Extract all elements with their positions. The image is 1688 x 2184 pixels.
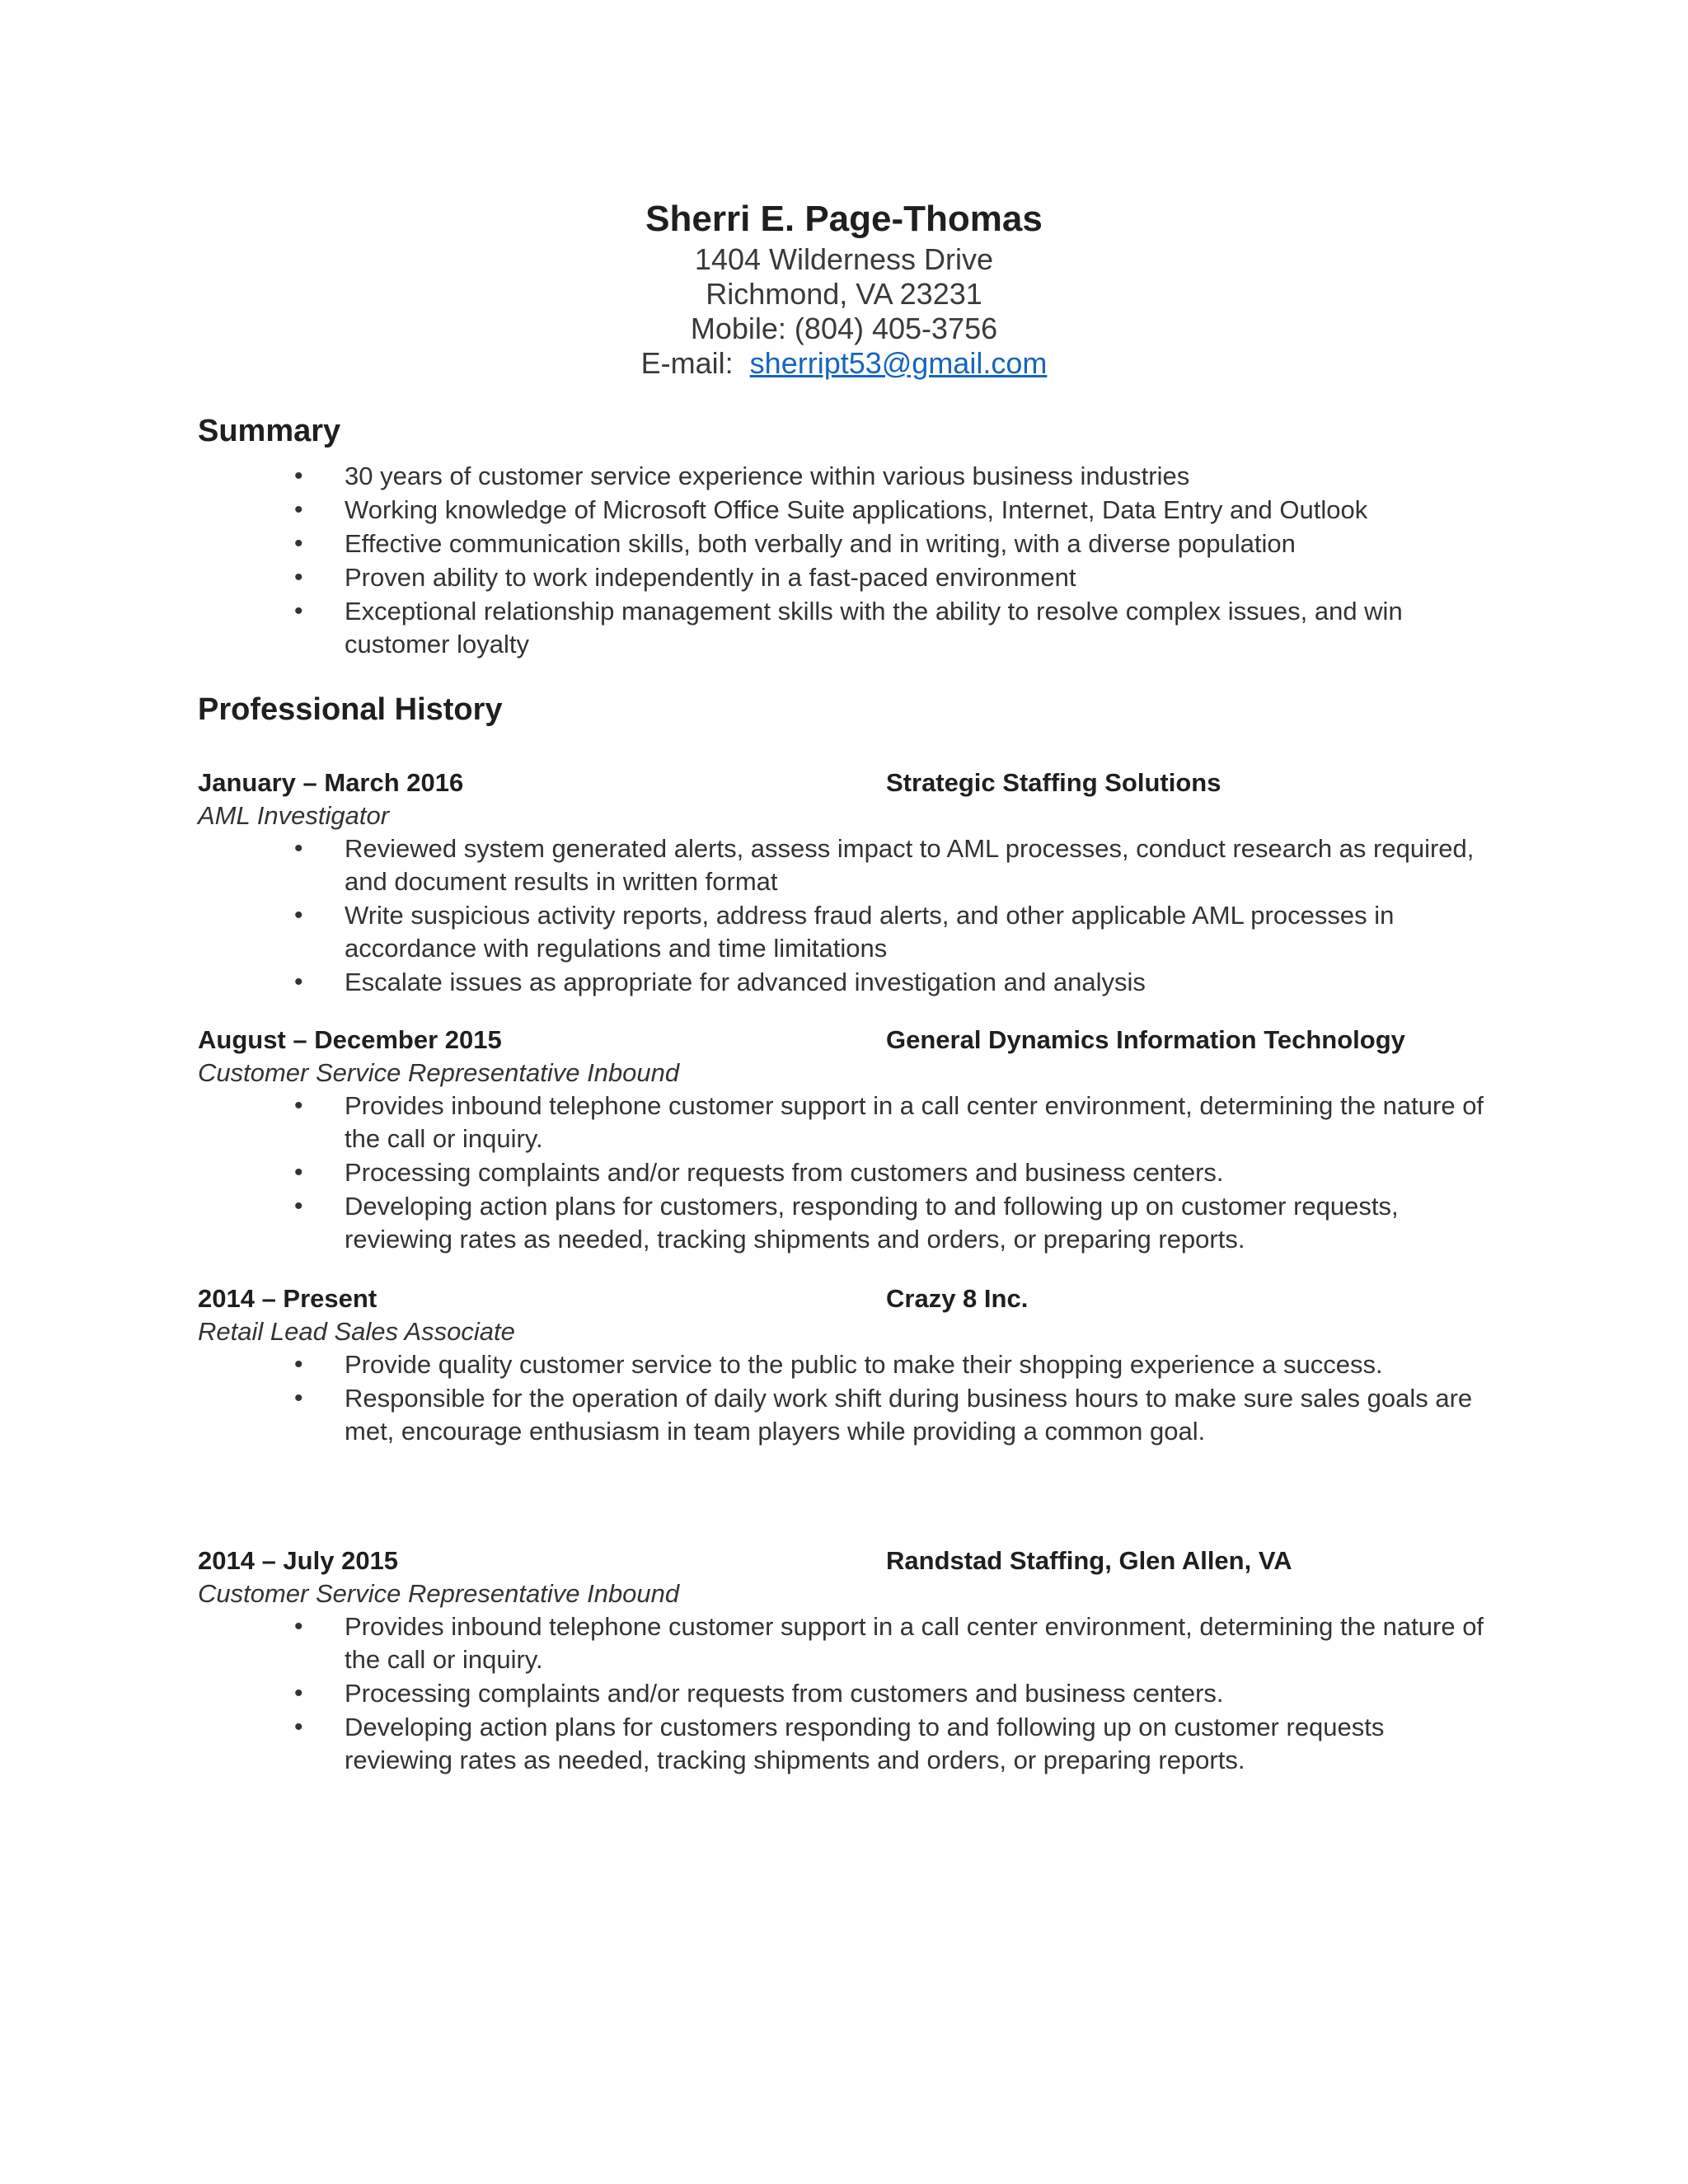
bullet-icon: • (294, 902, 303, 929)
bullet-icon: • (294, 1713, 303, 1741)
history-heading: Professional History (198, 692, 503, 727)
list-item: • Proven ability to work independently in a fast-paced environment (0, 561, 1498, 594)
list-item: • Processing complaints and/or requests from customers and business centers. (0, 1677, 1498, 1710)
bullet-icon: • (294, 564, 303, 591)
job-role: Customer Service Representative Inbound (198, 1058, 680, 1087)
address-line-1: 1404 Wilderness Drive (694, 242, 994, 276)
job-duties (0, 1610, 1498, 1778)
address-line-2: Richmond, VA 23231 (706, 277, 982, 311)
bullet-icon: • (294, 1385, 303, 1412)
bullet-icon: • (294, 968, 303, 996)
list-item: • Effective communication skills, both verbally and in writing, with a diverse population (0, 527, 1498, 560)
list-item: • Write suspicious activity reports, address fraud alerts, and other applicable AML processes in accordance with regulations and time limitations (294, 901, 1395, 963)
job-company: Strategic Staffing Solutions (886, 768, 1221, 797)
job-company: General Dynamics Information Technology (886, 1025, 1405, 1054)
email-line (0, 346, 1688, 381)
job-dates: August – December 2015 (198, 1025, 502, 1054)
job-duties (0, 1090, 1498, 1257)
list-item: • 30 years of customer service experience within various business industries (0, 460, 1498, 493)
job-duties (0, 832, 1498, 1000)
job-dates: 2014 – July 2015 (198, 1546, 399, 1575)
list-item: • Provides inbound telephone customer support in a call center environment, determining the nature of the call or inquiry. (294, 1091, 1484, 1153)
resume-header (0, 196, 1688, 381)
list-item: • Provides inbound telephone customer support in a call center environment, determining the nature of the call or inquiry. (294, 1612, 1484, 1674)
list-item: • Developing action plans for customers, responding to and following up on customer requests, reviewing rates as needed, tracking shipments and orders, or preparing reports. (294, 1192, 1399, 1254)
list-item: • Working knowledge of Microsoft Office Suite applications, Internet, Data Entry and Outlook (0, 494, 1498, 527)
job-company: Randstad Staffing, Glen Allen, VA (886, 1546, 1292, 1575)
list-item: • Developing action plans for customers responding to and following up on customer requests reviewing rates as needed, tracking shipments and orders, or preparing reports. (294, 1713, 1385, 1774)
job-dates: January – March 2016 (198, 768, 464, 797)
bullet-icon: • (294, 496, 303, 523)
job-company: Crazy 8 Inc. (886, 1284, 1029, 1313)
bullet-icon: • (294, 1351, 303, 1378)
job-role: Customer Service Representative Inbound (198, 1579, 680, 1608)
bullet-icon: • (294, 835, 303, 862)
list-item: • Reviewed system generated alerts, assess impact to AML processes, conduct research as required, and document results in written format (294, 834, 1475, 896)
job-role: Retail Lead Sales Associate (198, 1317, 515, 1346)
bullet-icon: • (294, 462, 303, 490)
list-item: • Provide quality customer service to the public to make their shopping experience a success. (0, 1348, 1498, 1381)
bullet-icon: • (294, 530, 303, 557)
bullet-icon: • (294, 1680, 303, 1707)
summary-list (0, 460, 1498, 662)
bullet-icon: • (294, 598, 303, 625)
bullet-icon: • (294, 1092, 303, 1119)
job-role: AML Investigator (198, 801, 390, 830)
list-item: • Responsible for the operation of daily work shift during business hours to make sure sales goals are met, encourage enthusiasm in team players while providing a common goal. (294, 1384, 1473, 1446)
summary-heading: Summary (198, 414, 341, 448)
email-label: E-mail: (640, 346, 734, 380)
list-item: • Processing complaints and/or requests from customers and business centers. (0, 1156, 1498, 1189)
mobile-phone: Mobile: (804) 405-3756 (690, 312, 998, 345)
email-link[interactable]: sherript53@gmail.com (749, 346, 1048, 380)
bullet-icon: • (294, 1193, 303, 1220)
job-dates: 2014 – Present (198, 1284, 377, 1313)
list-item: • Exceptional relationship management skills with the ability to resolve complex issues, and win customer loyalty (294, 597, 1403, 658)
list-item: • Escalate issues as appropriate for advanced investigation and analysis (0, 966, 1498, 999)
bullet-icon: • (294, 1159, 303, 1186)
bullet-icon: • (294, 1613, 303, 1640)
candidate-name: Sherri E. Page-Thomas (645, 199, 1043, 239)
job-duties (0, 1348, 1498, 1449)
